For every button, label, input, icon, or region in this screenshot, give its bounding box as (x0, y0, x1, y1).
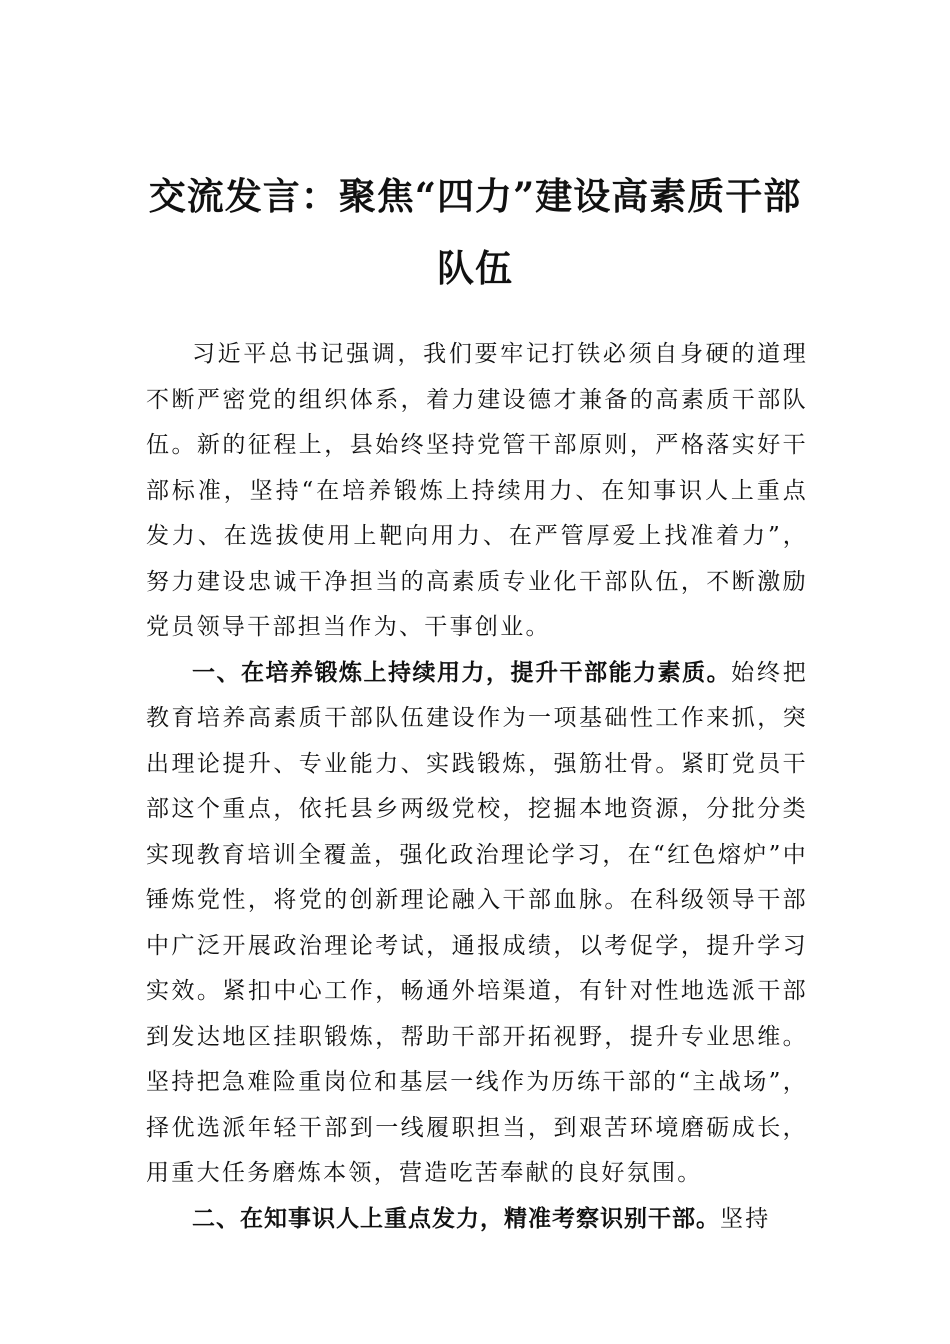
section-one-paragraph (146, 651, 808, 1197)
section-two-paragraph (146, 1197, 808, 1243)
document-body (146, 332, 808, 1242)
section-two-heading: 二、在知事识人上重点发力，精准考察识别干部。 (192, 1205, 720, 1232)
section-one-text: 始终把教育培养高素质干部队伍建设作为一项基础性工作来抓，突出理论提升、专业能力、实践锻炼，强筋壮骨。紧盯党员干部这个重点，依托县乡两级党校，挖掘本地资源，分批分类实现教育培训全覆盖，强化政治理论学习，在“红色熔炉”中锤炼党性，将党的创新理论融入干部血脉。在科级领导干部中广泛开展政治理论考试，通报成绩，以考促学，提升学习实效。紧扣中心工作，畅通外培渠道，有针对性地选派干部到发达地区挂职锻炼，帮助干部开拓视野，提升专业思维。坚持把急难险重岗位和基层一线作为历练干部的“主战场”，择优选派年轻干部到一线履职担当，到艰苦环境磨砺成长，用重大任务磨炼本领，营造吃苦奉献的良好氛围。 (146, 659, 809, 1186)
intro-paragraph-text: 习近平总书记强调，我们要牢记打铁必须自身硬的道理不断严密党的组织体系，着力建设德才兼备的高素质干部队伍。新的征程上，县始终坚持党管干部原则，严格落实好干部标准，坚持“在培养锻炼上持续用力、在知事识人上重点发力、在选拔使用上靶向用力、在严管厚爱上找准着力”，努力建设忠诚干净担当的高素质专业化干部队伍，不断激励党员领导干部担当作为、干事创业。 (146, 341, 808, 640)
document-title: 交流发言：聚焦“四力”建设高素质干部队伍 (148, 174, 802, 290)
intro-paragraph (146, 332, 808, 651)
section-two-text: 坚持 (720, 1205, 771, 1232)
section-one-heading: 一、在培养锻炼上持续用力，提升干部能力素质。 (192, 659, 732, 686)
